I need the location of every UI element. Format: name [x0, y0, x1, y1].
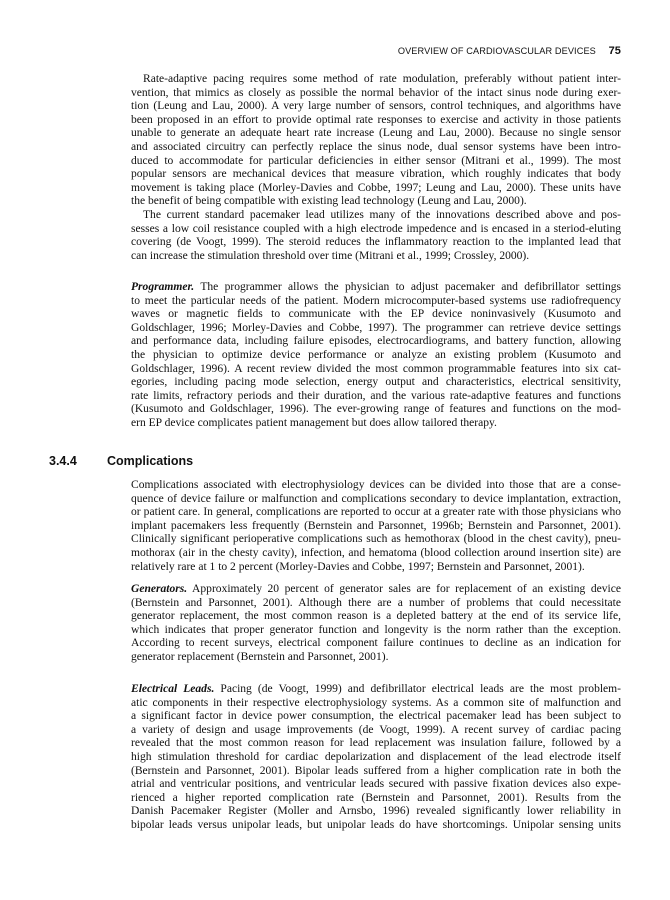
- text-line: generator replacement, the most common reason is a depleted battery at the end of its service life,: [131, 610, 621, 623]
- text-line: The programmer allows the physician to adjust pacemaker and defibrillator settings: [194, 281, 621, 293]
- text-line: unable to generate an adequate heart rate increase (Leung and Lau, 2000). Because no single sensor: [131, 127, 621, 140]
- text-line: Pacing (de Voogt, 1999) and defibrillator electrical leads are the most problem-: [214, 683, 622, 695]
- text-line: duced to accommodate for particular deficiencies in either sensor (Mitrani et al., 1999). The most: [131, 154, 621, 167]
- section-heading: [49, 454, 193, 468]
- paragraph-rate-adaptive-pacing: [131, 73, 621, 209]
- paragraph-programmer: [131, 281, 621, 431]
- text-line: The current standard pacemaker lead utilizes many of the innovations described above and pos-: [143, 209, 621, 221]
- text-line: rate limits, refractory periods and their duration, and the various rate-adaptive features and functions: [131, 389, 621, 402]
- text-line: to meet the particular needs of the patient. Modern microcomputer-based systems use radiofrequency: [131, 294, 621, 307]
- text-line: waves or magnetic fields to communicate with the EP device noninvasively (Kusumoto and: [131, 308, 621, 321]
- text-line: covering (de Voogt, 1999). The steroid reduces the inflammatory reaction to the implanted lead that: [131, 236, 621, 249]
- text-line: implant pacemakers less frequently (Bernstein and Parsonnet, 1996b; Bernstein and Parsonnet, 2001).: [131, 519, 621, 532]
- text-line: According to recent surveys, electrical component failure continues to decline as an indication for: [131, 637, 621, 650]
- paragraph-electrical-leads: [131, 683, 621, 833]
- text-line: Danish Pacemaker Register (Moller and Arnsbo, 1996) revealed significantly lower reliability in: [131, 805, 621, 818]
- text-line: Goldschlager, 1996; Morley-Davies and Cobbe, 1997). The programmer can retrieve device settings: [131, 321, 621, 334]
- section-number: 3.4.4: [49, 454, 77, 468]
- text-line: mothorax (air in the chesty cavity), infection, and hematoma (blood collection around insertion site) are: [131, 546, 621, 559]
- text-line: the physician to optimize device performance or analyze an existing problem (Kusumoto and: [131, 348, 621, 361]
- text-line: vention, that mimics as closely as possible the normal behavior of the intact sinus node during exer-: [131, 86, 621, 99]
- text-line: (Bernstein and Parsonnet, 2001). Although there are a number of problems that could necessitate: [131, 596, 621, 609]
- text-line: bipolar leads versus unipolar leads, but unipolar leads do have shortcomings. Unipolar sensing units: [131, 818, 621, 831]
- text-line: atrial and ventricular positions, and ventricular leads secured with passive fixation devices also expe-: [131, 778, 621, 791]
- text-line: egories, including pacing mode selection, energy output and characteristics, electrical sensitivity,: [131, 376, 621, 389]
- text-line: which indicates that proper generator function and longevity is the norm rather than the exception.: [131, 623, 621, 636]
- text-line: Complications associated with electrophysiology devices can be divided into those that are a conse-: [131, 479, 621, 491]
- runin-heading-programmer: Programmer.: [131, 281, 195, 293]
- text-line: popular sensors are mechanical devices that measure vibration, which roughly indicates that body: [131, 168, 621, 181]
- text-line: been proposed in an effort to provide optimal rate responses to exercise and activity in those patients: [131, 113, 621, 126]
- text-line: Goldschlager, 1996). A recent review divided the most common programmable features into six cat-: [131, 362, 621, 375]
- text-line: Rate-adaptive pacing requires some method of rate modulation, preferably without patient inter-: [143, 73, 621, 85]
- text-line: or patient care. In general, complications are reported to occur at a greater rate with those physicians who: [131, 506, 621, 519]
- text-line: movement is taking place (Morley-Davies and Cobbe, 1997; Leung and Lau, 2000). These units have: [131, 181, 621, 194]
- text-line: rienced a higher reported complication rate (Bernstein and Parsonnet, 2001). Results from the: [131, 791, 621, 804]
- text-line: a significant factor in device power consumption, the electrical pacemaker lead has been subject to: [131, 710, 621, 723]
- text-line: high stimulation threshold for cardiac depolarization and displacement of the lead electrode itself: [131, 750, 621, 763]
- text-line: tion (Leung and Lau, 2000). A very large number of sensors, control techniques, and algorithms have: [131, 100, 621, 113]
- runin-heading-generators: Generators.: [131, 583, 188, 595]
- paragraph-complications: [131, 479, 621, 574]
- text-line: Clinically significant perioperative complications such as hemothorax (blood in the chest cavity), pneu-: [131, 533, 621, 546]
- text-line: and performance data, including failure episodes, electrocardiograms, and battery function, allowing: [131, 335, 621, 348]
- text-line: the benefit of being compatible with existing lead technology (Leung and Lau, 2000).: [131, 195, 527, 208]
- runin-heading-electrical-leads: Electrical Leads.: [131, 683, 215, 695]
- text-line: can increase the stimulation threshold over time (Mitrani et al., 1999; Crossley, 2000).: [131, 249, 530, 262]
- paragraph-pacemaker-lead: [131, 209, 621, 263]
- text-line: (Bernstein and Parsonnet, 2001). Bipolar leads suffered from a higher complication rate in both the: [131, 764, 621, 777]
- text-line: Approximately 20 percent of generator sales are for replacement of an existing device: [187, 583, 621, 595]
- text-line: atic components in their respective electrophysiology systems. As a common site of malfunction and: [131, 696, 621, 709]
- text-line: ern EP device complicates patient management but does allow tailored therapy.: [131, 416, 497, 429]
- running-head-title: OVERVIEW OF CARDIOVASCULAR DEVICES: [397, 46, 596, 56]
- section-title: Complications: [107, 454, 194, 468]
- text-line: generator replacement (Bernstein and Parsonnet, 2001).: [131, 650, 389, 663]
- text-line: quence of device failure or malfunction and complications secondary to device implantation, extraction,: [131, 492, 621, 505]
- paragraph-generators: [131, 583, 621, 665]
- running-head: [131, 45, 621, 57]
- page-number: 75: [608, 45, 621, 57]
- text-line: (Kusumoto and Goldschlager, 1996). The ever-growing range of features and functions on the mod-: [131, 403, 621, 416]
- text-line: a variety of design and usage improvements (de Voogt, 1999). A recent survey of cardiac pacing: [131, 723, 621, 736]
- text-line: sesses a low coil resistance coupled with a high electrode impedence and is encased in a steriod-eluting: [131, 222, 621, 235]
- text-line: revealed that the most common reason for lead replacement was insulation failure, followed by a: [131, 737, 621, 750]
- text-line: and associated circuitry can perfectly replace the sinus node, dual sensor systems have been intro-: [131, 140, 621, 153]
- text-line: relatively rare at 1 to 2 percent (Morley-Davies and Cobbe, 1997; Bernstein and Parsonnet, 2001).: [131, 560, 585, 573]
